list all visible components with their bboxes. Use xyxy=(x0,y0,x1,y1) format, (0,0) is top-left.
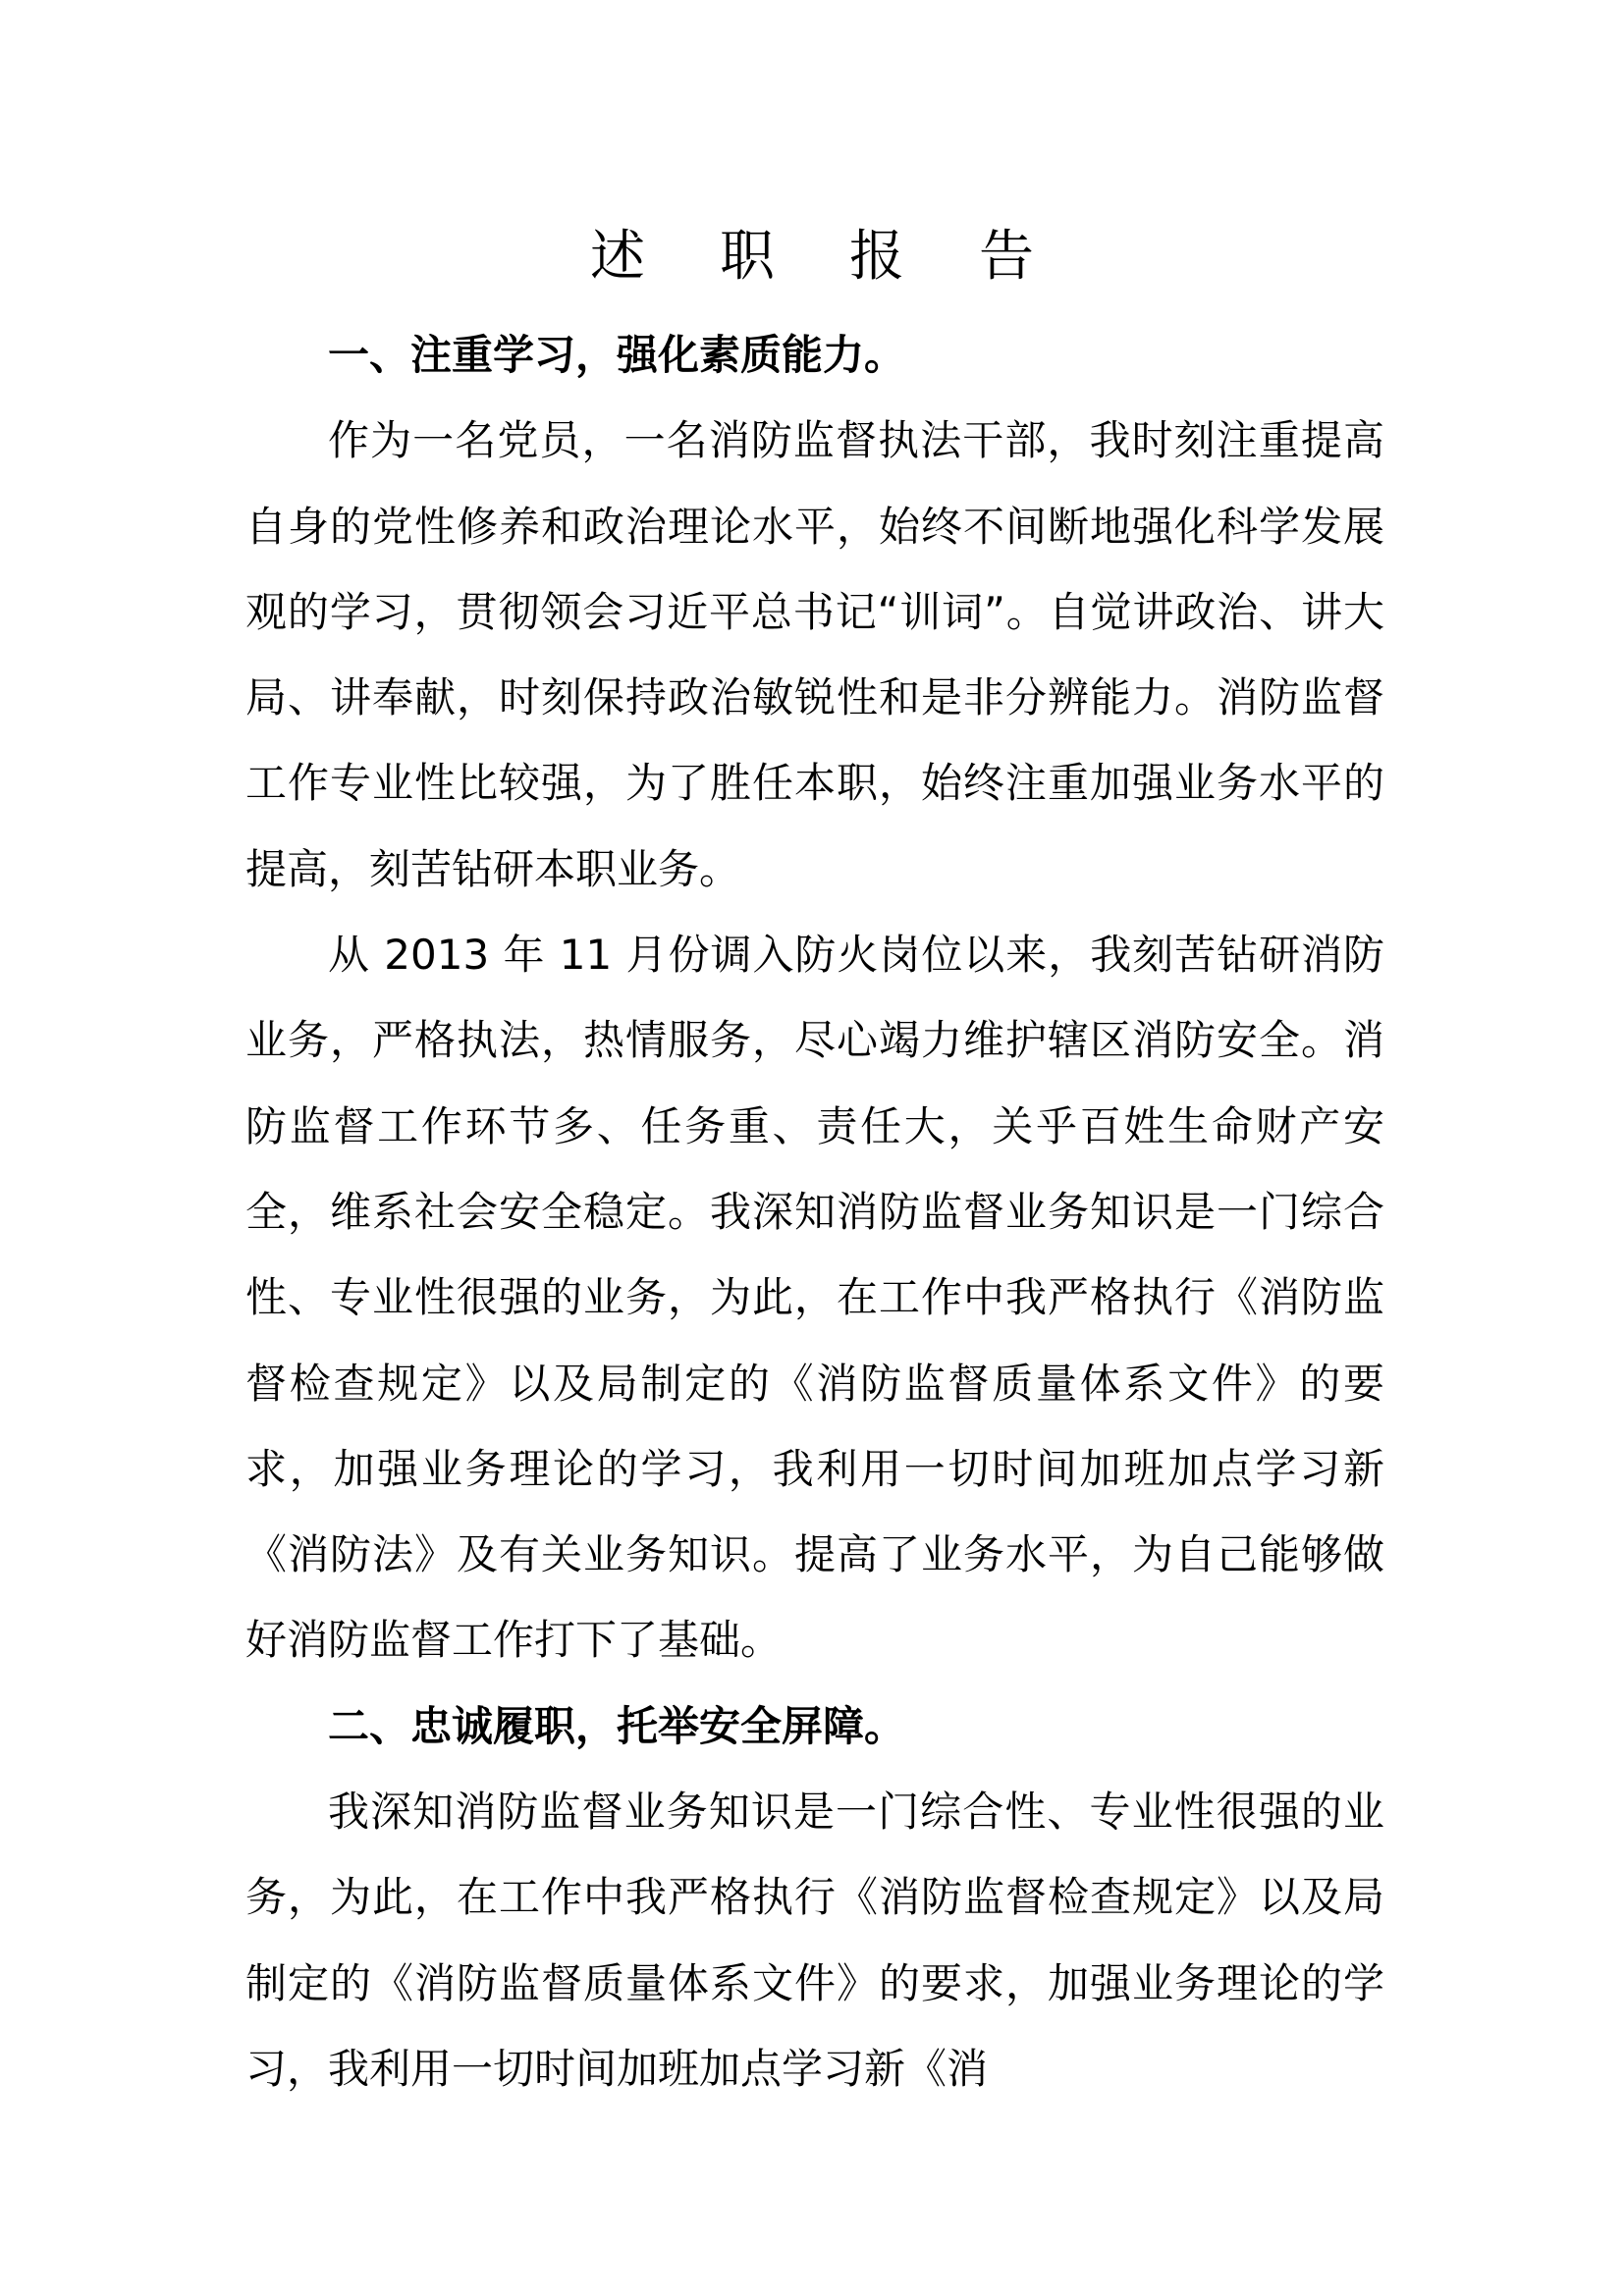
section-heading-2: 二、忠诚履职，托举安全屏障。 xyxy=(328,1701,906,1750)
document-title xyxy=(0,218,1624,296)
paragraph: 作为一名党员，一名消防监督执法干部，我时刻注重提高自身的党性修养和政治理论水平，始终不间断地强化科学发展观的学习，贯彻领会习近平总书记“训词”。自觉讲政治、讲大局、讲奉献，时刻保持政治敏锐性和是非分辨能力。消防监督工作专业性比较强，为了胜任本职，始终注重加强业务水平的提高，刻苦钻研本职业务。 xyxy=(245,416,1384,893)
title-char: 职 xyxy=(720,225,775,289)
title-char: 告 xyxy=(979,225,1034,289)
paragraph: 从 2013 年 11 月份调入防火岗位以来，我刻苦钻研消防业务，严格执法，热情服务，尽心竭力维护辖区消防安全。消防监督工作环节多、任务重、责任大，关乎百姓生命财产安全，维系社会安全稳定。我深知消防监督业务知识是一门综合性、专业性很强的业务，为此，在工作中我严格执行《消防监督检查规定》以及局制定的《消防监督质量体系文件》的要求，加强业务理论的学习，我利用一切时间加班加点学习新《消防法》及有关业务知识。提高了业务水平，为自己能够做好消防监督工作打下了基础。 xyxy=(245,931,1384,1665)
paragraph: 我深知消防监督业务知识是一门综合性、专业性很强的业务，为此，在工作中我严格执行《消防监督检查规定》以及局制定的《消防监督质量体系文件》的要求，加强业务理论的学习，我利用一切时间加班加点学习新《消 xyxy=(245,1788,1384,2093)
title-char: 报 xyxy=(849,225,904,289)
document-body xyxy=(245,312,1384,2111)
title-char: 述 xyxy=(590,225,645,289)
section-heading-1: 一、注重学习，强化素质能力。 xyxy=(328,331,906,379)
